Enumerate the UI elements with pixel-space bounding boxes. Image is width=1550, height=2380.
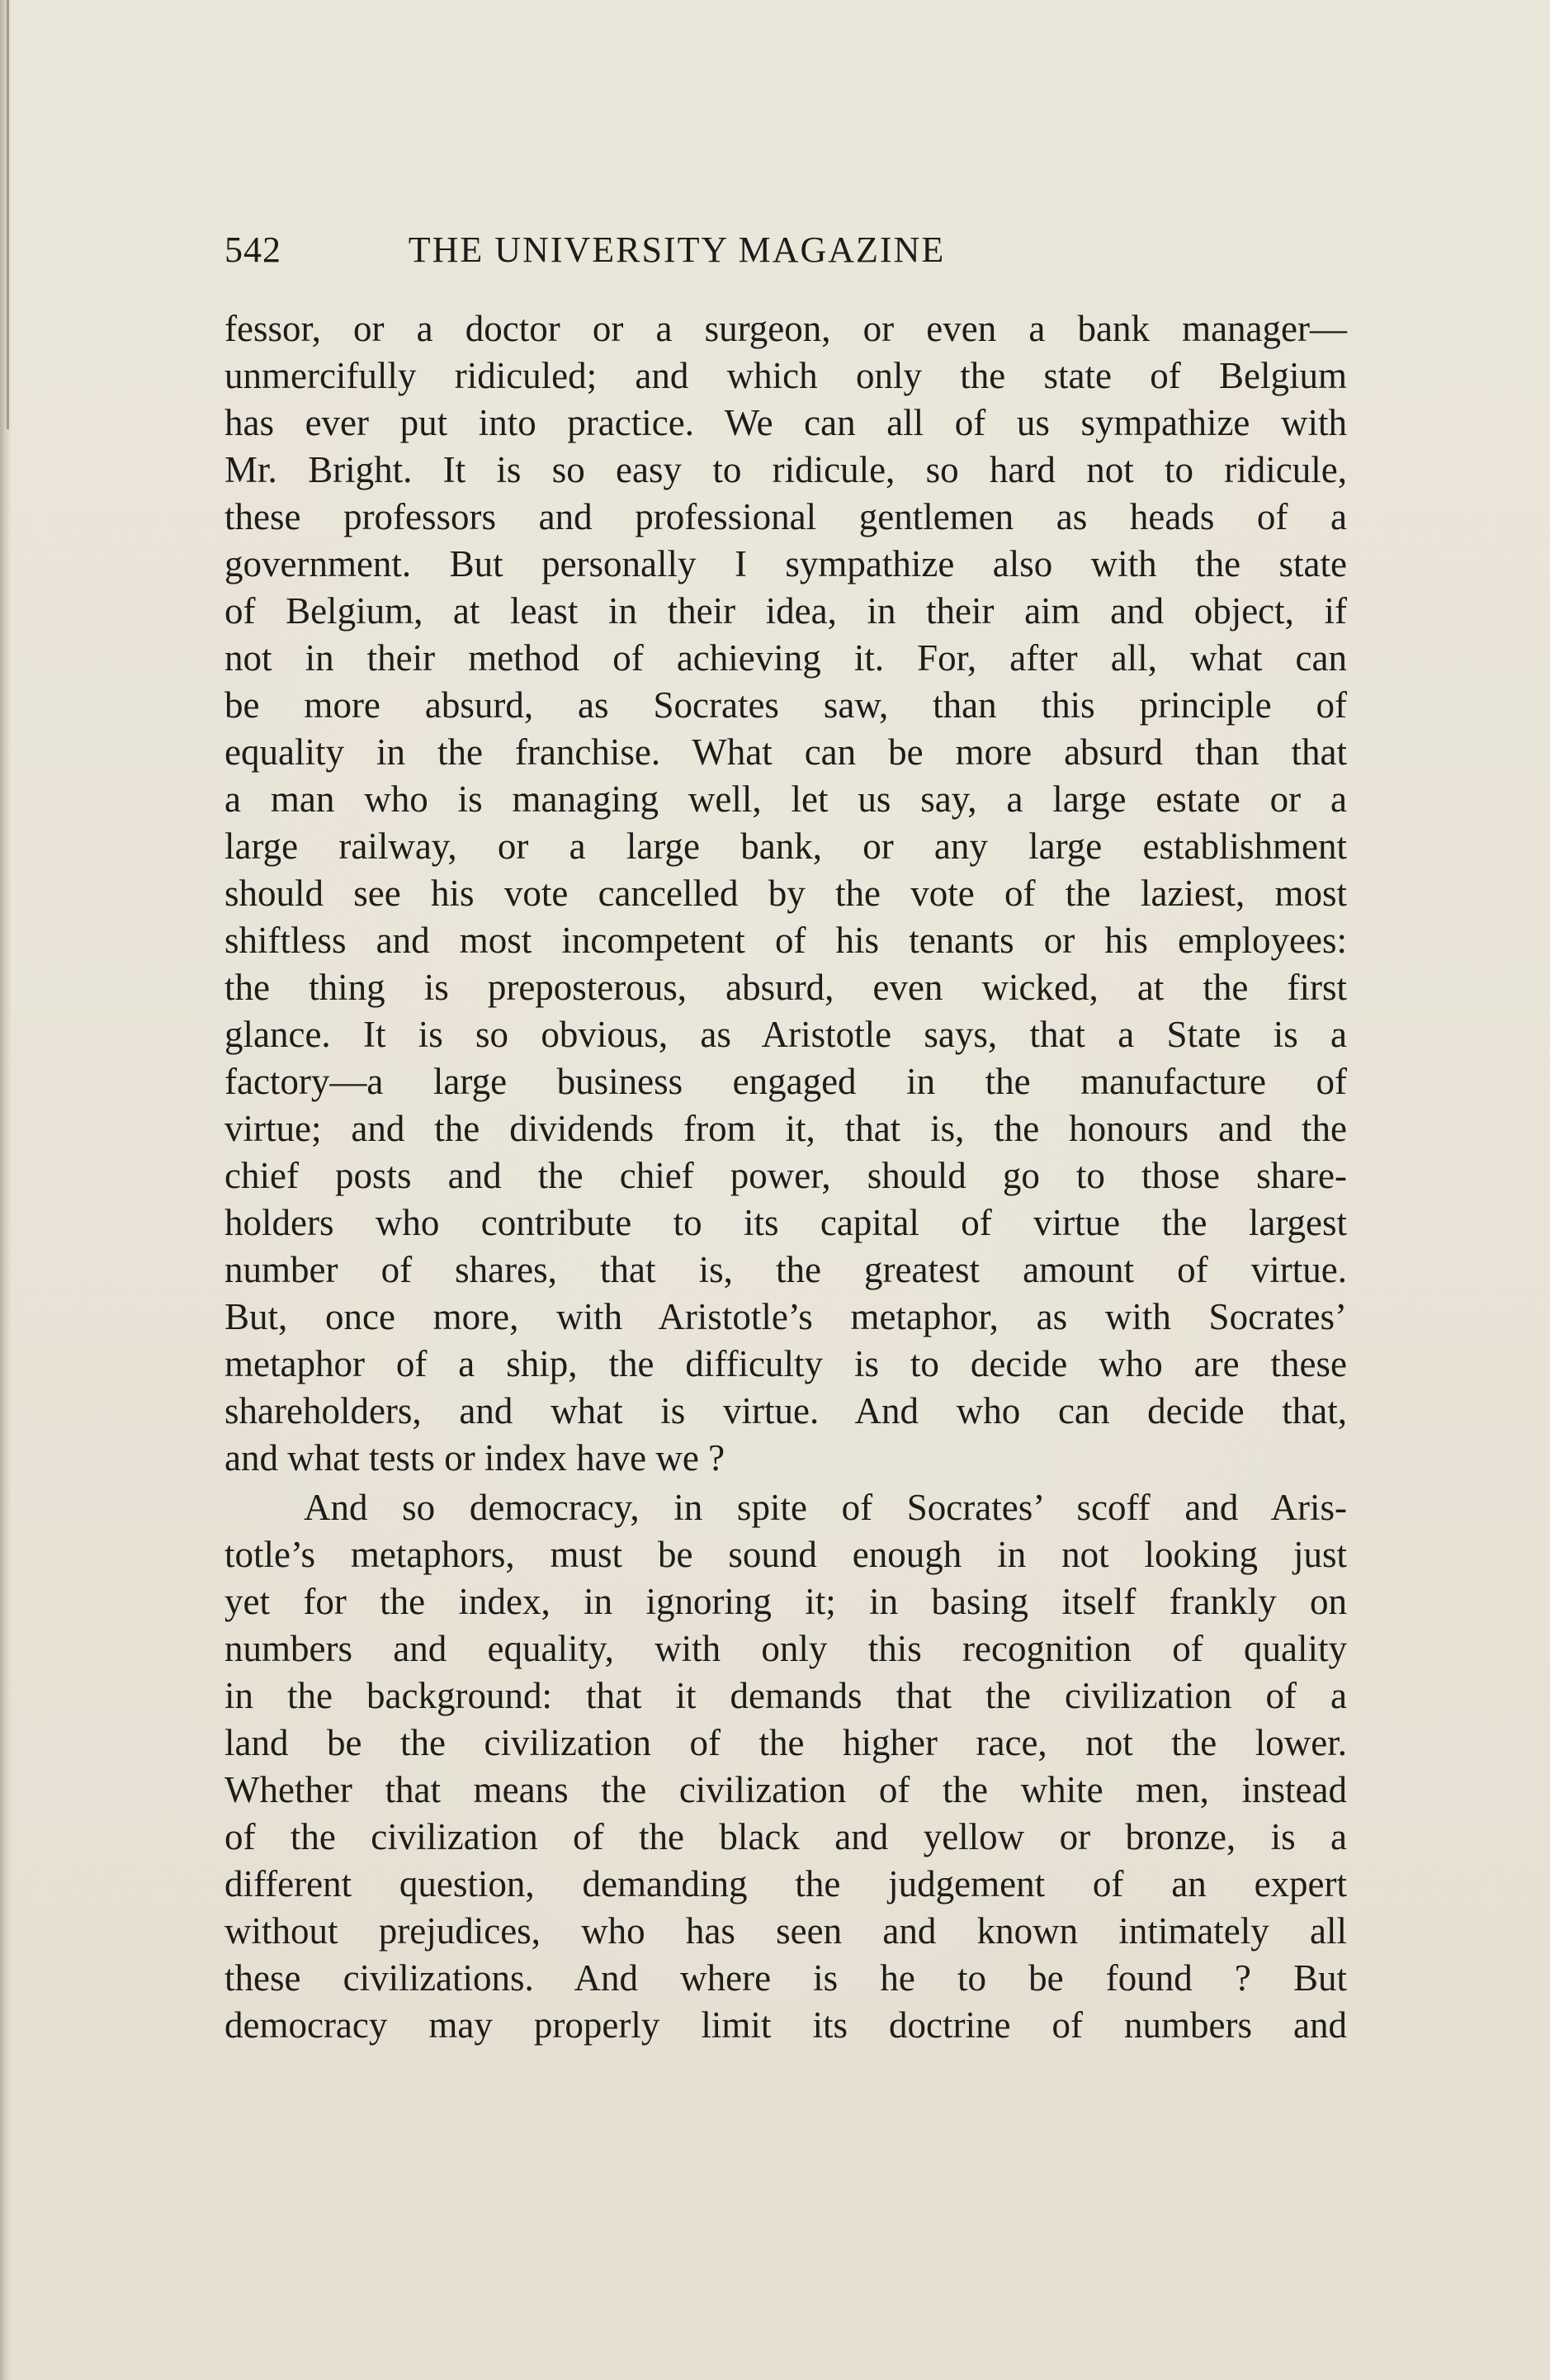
text-line: factory—a large business engaged in the manufacture of: [224, 1061, 1347, 1102]
text-line: in the background: that it demands that the civilization of a: [224, 1675, 1347, 1716]
text-line: yet for the index, in ignoring it; in basing itself frankly on: [224, 1581, 1347, 1622]
text-line: shiftless and most incompetent of his tenants or his employees:: [224, 920, 1347, 961]
text-line: numbers and equality, with only this recognition of quality: [224, 1628, 1347, 1669]
text-line: virtue; and the dividends from it, that is, the honours and the: [224, 1108, 1347, 1149]
body-text: [224, 305, 1347, 2049]
paragraph-1: [224, 305, 1347, 1482]
text-line: chief posts and the chief power, should go to those share-: [224, 1155, 1347, 1196]
text-line: these professors and professional gentlemen as heads of a: [224, 496, 1347, 537]
text-line: democracy may properly limit its doctrine of numbers and: [224, 2004, 1347, 2046]
page-number: 542: [224, 229, 281, 270]
text-line: But, once more, with Aristotle’s metaphor, as with Socrates’: [224, 1296, 1347, 1337]
text-line: land be the civilization of the higher race, not the lower.: [224, 1722, 1347, 1763]
text-line: and what tests or index have we ?: [224, 1437, 725, 1479]
running-head: [224, 229, 1129, 278]
binding-edge: [0, 0, 12, 2380]
text-line: not in their method of achieving it. For, after all, what can: [224, 637, 1347, 679]
text-line: of the civilization of the black and yellow or bronze, is a: [224, 1816, 1347, 1857]
text-line: a man who is managing well, let us say, a large estate or a: [224, 778, 1347, 820]
text-line: unmercifully ridiculed; and which only the state of Belgium: [224, 355, 1347, 396]
text-line: Whether that means the civilization of the white men, instead: [224, 1769, 1347, 1810]
text-line: of Belgium, at least in their idea, in their aim and object, if: [224, 590, 1347, 632]
text-line: the thing is preposterous, absurd, even wicked, at the first: [224, 967, 1347, 1008]
text-line: government. But personally I sympathize also with the state: [224, 543, 1347, 584]
text-line: has ever put into practice. We can all of us sympathize with: [224, 402, 1347, 443]
text-line: Mr. Bright. It is so easy to ridicule, so hard not to ridicule,: [224, 449, 1347, 490]
text-line: holders who contribute to its capital of virtue the largest: [224, 1202, 1347, 1243]
text-line: metaphor of a ship, the difficulty is to decide who are these: [224, 1343, 1347, 1384]
text-line: large railway, or a large bank, or any large establishment: [224, 826, 1347, 867]
text-line: should see his vote cancelled by the vote of the laziest, most: [224, 873, 1347, 914]
binding-shadow-line: [7, 0, 9, 429]
text-line: glance. It is so obvious, as Aristotle says, that a State is a: [224, 1014, 1347, 1055]
text-line: number of shares, that is, the greatest amount of virtue.: [224, 1249, 1347, 1290]
text-line: totle’s metaphors, must be sound enough in not looking just: [224, 1534, 1347, 1575]
text-line: be more absurd, as Socrates saw, than this principle of: [224, 684, 1347, 726]
text-line: these civilizations. And where is he to be found ? But: [224, 1957, 1347, 1999]
text-line: equality in the franchise. What can be more absurd than that: [224, 731, 1347, 773]
journal-title: THE UNIVERSITY MAGAZINE: [408, 229, 946, 270]
text-line: without prejudices, who has seen and known intimately all: [224, 1910, 1347, 1952]
text-line: fessor, or a doctor or a surgeon, or even a bank manager—: [224, 308, 1347, 349]
text-line: different question, demanding the judgement of an expert: [224, 1863, 1347, 1904]
text-line: shareholders, and what is virtue. And who can decide that,: [224, 1390, 1347, 1431]
text-line: And so democracy, in spite of Socrates’ scoff and Aris-: [304, 1487, 1347, 1528]
paragraph-2: [224, 1484, 1347, 2049]
